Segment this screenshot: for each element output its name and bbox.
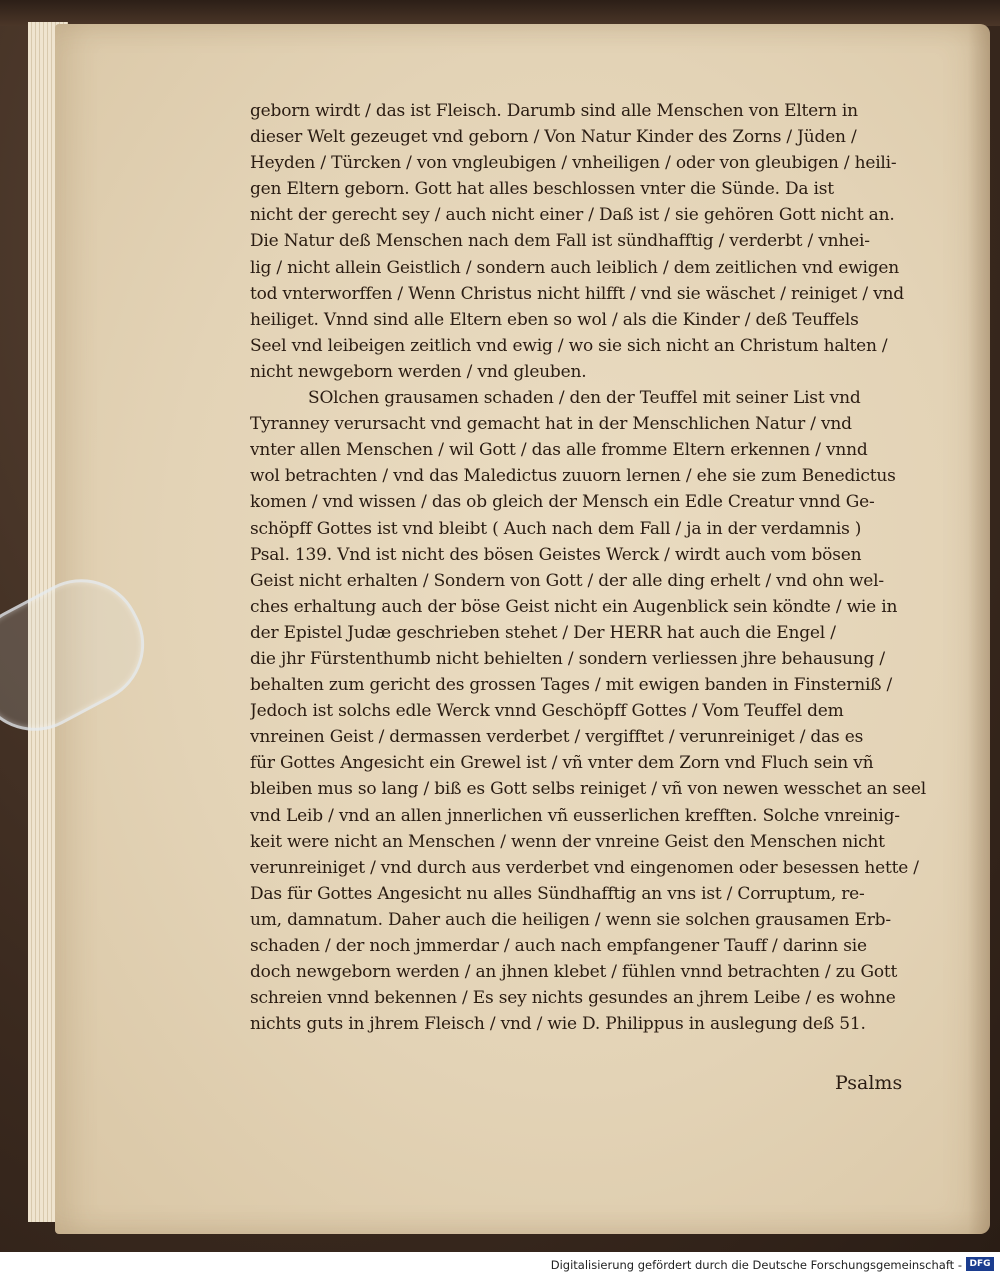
text-line: Psal. 139. Vnd ist nicht des bösen Geistes Werck / wirdt auch vom bösen bbox=[250, 544, 862, 565]
text-line: schreien vnnd bekennen / Es sey nichts gesundes an jhrem Leibe / es wohne bbox=[250, 988, 896, 1009]
text-line: nicht der gerecht sey / auch nicht einer / Daß ist / sie gehören Gott nicht an. bbox=[250, 205, 895, 226]
catchword: Psalms bbox=[835, 1072, 903, 1094]
text-line: nichts guts in jhrem Fleisch / vnd / wie D. Philippus in auslegung deß 51. bbox=[250, 1014, 866, 1035]
text-line: behalten zum gericht des grossen Tages / mit ewigen banden in Finsterniß / bbox=[250, 675, 893, 696]
text-line: Tyranney verursacht vnd gemacht hat in der Menschlichen Natur / vnd bbox=[250, 414, 852, 435]
text-line: dieser Welt gezeuget vnd geborn / Von Natur Kinder des Zorns / Jüden / bbox=[250, 127, 857, 148]
text-line: schaden / der noch jmmerdar / auch nach empfangener Tauff / darinn sie bbox=[250, 936, 867, 956]
text-line: nicht newgeborn werden / vnd gleuben. bbox=[250, 361, 587, 382]
text-line: gen Eltern geborn. Gott hat alles beschlossen vnter die Sünde. Da ist bbox=[250, 179, 834, 200]
text-line: Heyden / Türcken / von vngleubigen / vnheiligen / oder von gleubigen / heili- bbox=[250, 153, 897, 174]
text-line: tod vnterworffen / Wenn Christus nicht hilfft / vnd sie wäschet / reiniget / vnd bbox=[250, 283, 904, 304]
text-line: keit were nicht an Menschen / wenn der vnreine Geist den Menschen nicht bbox=[250, 831, 885, 852]
text-line: SOlchen grausamen schaden / den der Teuffel mit seiner List vnd bbox=[308, 388, 861, 409]
funding-credit: Digitalisierung gefördert durch die Deutsche Forschungsgemeinschaft - bbox=[550, 1258, 962, 1272]
text-line: doch newgeborn werden / an jhnen klebet / fühlen vnnd betrachten / zu Gott bbox=[250, 962, 898, 983]
text-line: lig / nicht allein Geistlich / sondern auch leiblich / dem zeitlichen vnd ewigen bbox=[250, 257, 900, 278]
text-line: um, damnatum. Daher auch die heiligen / wenn sie solchen grausamen Erb- bbox=[250, 909, 891, 930]
text-line: Geist nicht erhalten / Sondern von Gott / der alle ding erhelt / vnd ohn wel- bbox=[250, 570, 884, 591]
text-line: vnd Leib / vnd an allen jnnerlichen vñ eusserlichen krefften. Solche vnreinig- bbox=[250, 805, 900, 826]
text-line: Seel vnd leibeigen zeitlich vnd ewig / wo sie sich nicht an Christum halten / bbox=[250, 335, 888, 356]
text-line: komen / vnd wissen / das ob gleich der Mensch ein Edle Creatur vnnd Ge- bbox=[250, 492, 875, 513]
text-line: heiliget. Vnnd sind alle Eltern eben so wol / als die Kinder / deß Teuffels bbox=[250, 309, 859, 330]
text-line: verunreiniget / vnd durch aus verderbet vnd eingenomen oder besessen hette / bbox=[250, 857, 919, 878]
text-line: vnreinen Geist / dermassen verderbet / vergifftet / verunreiniget / das es bbox=[250, 727, 864, 748]
dfg-logo-icon: DFG bbox=[966, 1257, 994, 1271]
text-line: bleiben mus so lang / biß es Gott selbs reiniget / vñ von newen wesschet an seel bbox=[250, 779, 927, 800]
text-line: ches erhaltung auch der böse Geist nicht ein Augenblick sein köndte / wie in bbox=[250, 596, 898, 617]
page-right-shadow bbox=[968, 24, 990, 1234]
text-line: geborn wirdt / das ist Fleisch. Darumb sind alle Menschen von Eltern in bbox=[250, 101, 858, 121]
text-line: der Epistel Judæ geschrieben stehet / Der HERR hat auch die Engel / bbox=[250, 622, 836, 643]
text-line: Die Natur deß Menschen nach dem Fall ist sündhafftig / verderbt / vnhei- bbox=[250, 231, 870, 252]
text-line: die jhr Fürstenthumb nicht behielten / sondern verliessen jhre behausung / bbox=[250, 648, 885, 669]
page-text bbox=[250, 98, 940, 1037]
text-line: wol betrachten / vnd das Maledictus zuuorn lernen / ehe sie zum Benedictus bbox=[250, 466, 896, 487]
book-cover-top-edge bbox=[0, 0, 1000, 26]
text-line: Das für Gottes Angesicht nu alles Sündhafftig an vns ist / Corruptum, re- bbox=[250, 883, 865, 904]
text-line: für Gottes Angesicht ein Grewel ist / vñ vnter dem Zorn vnd Fluch sein vñ bbox=[250, 753, 874, 774]
text-line: vnter allen Menschen / wil Gott / das alle fromme Eltern erkennen / vnnd bbox=[250, 440, 868, 461]
text-line: schöpff Gottes ist vnd bleibt ( Auch nach dem Fall / ja in der verdamnis ) bbox=[250, 518, 862, 539]
text-line: Jedoch ist solchs edle Werck vnnd Geschöpff Gottes / Vom Teuffel dem bbox=[250, 701, 844, 722]
